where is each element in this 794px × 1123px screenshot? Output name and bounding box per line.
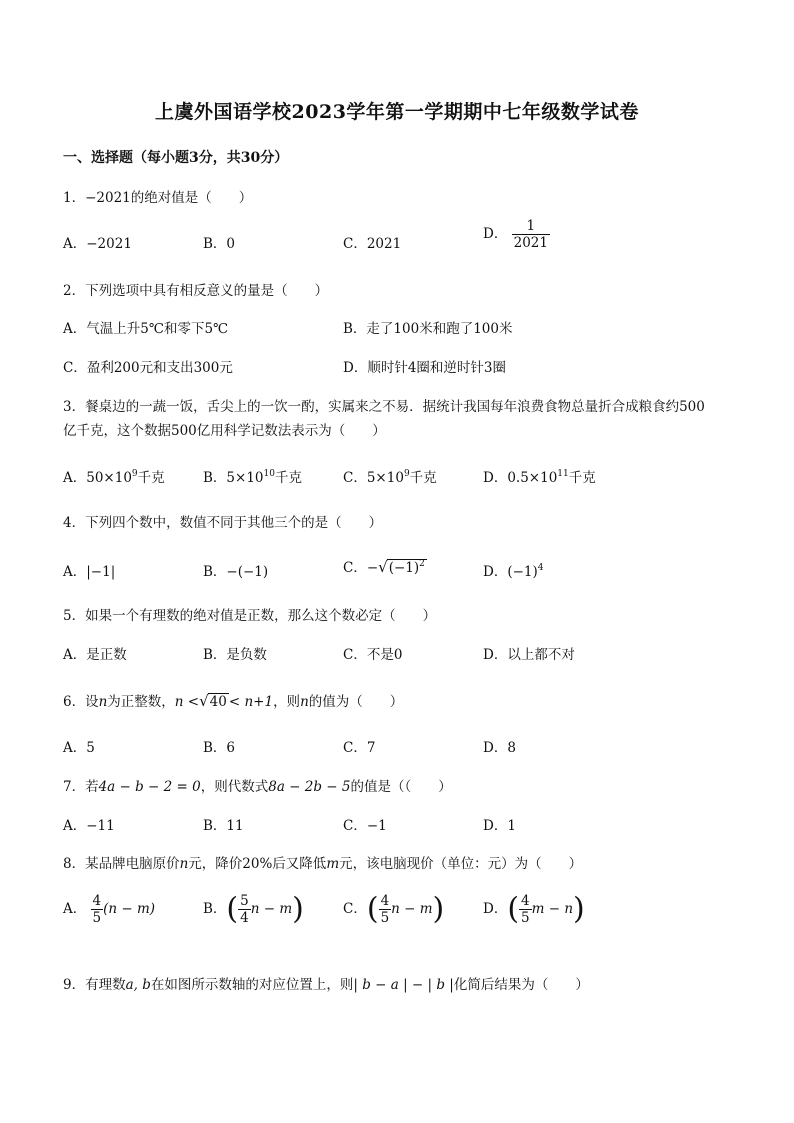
question-8-stem: [63, 852, 582, 872]
power-exponent: 4: [537, 563, 544, 573]
unit: 千克: [274, 470, 302, 486]
fraction: [91, 893, 104, 926]
q3-option-b: [203, 466, 302, 486]
question-5-stem: 5．如果一个有理数的绝对值是正数，那么这个数必定（ ）: [63, 608, 437, 624]
q7-option-a: A．−11: [63, 818, 115, 834]
q3-option-c: [343, 466, 437, 486]
option-label: C．: [343, 470, 367, 486]
variable-m: m: [326, 856, 340, 872]
q1-option-d-fraction: [512, 218, 550, 251]
option-label: B．: [203, 470, 227, 486]
q2-option-a: A．气温上升5℃和零下5℃: [63, 321, 229, 337]
power-base: (−1): [507, 564, 538, 580]
q2-option-b: B．走了100米和跑了100米: [343, 321, 513, 337]
left-paren: (: [226, 891, 239, 927]
radicand-exponent: 2: [419, 559, 425, 569]
q6-option-d: D．8: [483, 740, 516, 756]
q1-option-c: C．2021: [343, 236, 402, 252]
question-3-stem-line-2: 亿千克，这个数据500亿用科学记数法表示为（ ）: [63, 423, 386, 439]
stem-text: 元，降价20%后又降低: [188, 856, 327, 872]
equation: 4a − b − 2 = 0: [98, 779, 201, 795]
q4-option-c: [343, 556, 427, 576]
inequality-right: < n+1: [228, 694, 274, 710]
stem-text: 的值为（ ）: [308, 694, 404, 710]
q3-option-d: [483, 466, 596, 486]
sci-exponent: 11: [557, 469, 569, 479]
stem-text: 元，该电脑现价（单位：元）为（ ）: [339, 856, 583, 872]
fraction-numerator: 4: [380, 893, 390, 909]
sci-base: 50×10: [86, 470, 132, 486]
option-label: C．: [343, 901, 367, 918]
option-label: A．: [63, 470, 87, 486]
variable-n: n: [300, 694, 309, 710]
stem-text: 8．某品牌电脑原价: [63, 856, 180, 872]
option-label: D．: [483, 470, 508, 486]
unit: 千克: [137, 470, 165, 486]
fraction-denominator: 5: [380, 910, 390, 927]
question-3-stem-line-1: 3．餐桌边的一蔬一饭，舌尖上的一饮一酌，实属来之不易．据统计我国每年浪费食物总量折合成粮食约500: [63, 399, 705, 415]
fraction-numerator: 1: [526, 218, 536, 234]
radicand: 40: [209, 694, 227, 710]
section-heading-choice: 一、选择题（每小题3分，共30分）: [63, 150, 289, 166]
right-paren: ): [432, 891, 445, 927]
question-9-stem: [63, 973, 589, 993]
q4-option-a: A．|−1|: [63, 564, 116, 580]
q6-option-a: A．5: [63, 740, 95, 756]
fraction: [379, 893, 392, 926]
variable-n: n: [179, 856, 189, 872]
q5-option-b: B．是负数: [203, 647, 267, 663]
q2-option-c: C．盈利200元和支出300元: [63, 360, 233, 376]
right-paren: ): [573, 891, 585, 927]
fraction-numerator: 4: [92, 893, 102, 909]
q3-option-a: [63, 466, 165, 486]
minus-sign: −: [366, 560, 379, 576]
q5-option-c: C．不是0: [343, 647, 403, 663]
q7-option-d: D．1: [483, 818, 516, 834]
q7-option-b: B．11: [203, 818, 244, 834]
left-paren: (: [366, 891, 379, 927]
radicand: [387, 559, 427, 576]
left-paren: (: [507, 891, 520, 927]
question-1-stem: 1．−2021的绝对值是（ ）: [63, 190, 253, 206]
q7-option-c: C．−1: [343, 818, 387, 834]
fraction-denominator: 5: [521, 910, 530, 927]
sci-exponent: 9: [403, 469, 410, 479]
q4-option-d: [483, 560, 544, 580]
expression: | b − a | − | b |: [353, 977, 454, 993]
q1-option-a: A．−2021: [63, 236, 132, 252]
q6-option-c: C．7: [343, 740, 376, 756]
option-label: D．: [483, 901, 508, 918]
radical-sign: √: [199, 692, 209, 710]
q8-option-a: [63, 893, 155, 926]
unit: 千克: [409, 470, 437, 486]
q5-option-d: D．以上都不对: [483, 647, 575, 663]
page-title: 上虞外国语学校2023学年第一学期期中七年级数学试卷: [155, 101, 639, 123]
stem-text: 的值是（（ ）: [350, 779, 452, 795]
expression-tail: (n − m): [103, 901, 156, 918]
q4-option-b: B．−(−1): [203, 564, 269, 580]
q8-option-c: [343, 893, 444, 926]
q5-option-a: A．是正数: [63, 647, 127, 663]
sci-base: 0.5×10: [507, 470, 558, 486]
q8-option-d: [483, 893, 585, 926]
question-7-stem: [63, 775, 452, 795]
variable-n: n: [98, 694, 108, 710]
q1-option-d: [483, 218, 550, 251]
fraction-numerator: 4: [521, 893, 530, 909]
fraction: [519, 893, 532, 926]
radicand-base: (−1): [388, 560, 420, 576]
stem-text: 在如图所示数轴的对应位置上，则: [150, 977, 354, 993]
question-4-stem: 4．下列四个数中，数值不同于其他三个的是（ ）: [63, 515, 383, 531]
option-label: A．: [63, 901, 87, 918]
stem-text: 7．若: [63, 779, 99, 795]
unit: 千克: [568, 470, 596, 486]
stem-text: 6．设: [63, 694, 99, 710]
fraction-denominator: 2021: [513, 235, 548, 252]
stem-text: 化简后结果为（ ）: [453, 977, 589, 993]
fraction-numerator: 5: [240, 893, 249, 909]
question-6-stem: [63, 690, 403, 710]
expression: 8a − 2b − 5: [268, 779, 351, 795]
right-paren: ): [292, 891, 304, 927]
stem-text: 9．有理数: [63, 977, 126, 993]
sci-base: 5×10: [366, 470, 404, 486]
inequality-left: n <: [174, 694, 200, 710]
expression-tail: n − m: [250, 901, 293, 918]
fraction-denominator: 5: [92, 910, 102, 927]
variables: a, b: [125, 977, 151, 993]
question-2-stem: 2．下列选项中具有相反意义的量是（ ）: [63, 283, 329, 299]
option-label: D．: [483, 564, 508, 580]
sci-base: 5×10: [226, 470, 264, 486]
option-label: C．: [343, 560, 367, 576]
stem-text: ，则: [273, 694, 301, 710]
q1-option-b: B．0: [203, 236, 236, 252]
stem-text: 为正整数，: [107, 694, 175, 710]
radical-sign: √: [378, 558, 388, 576]
q1-option-d-label: D．: [483, 226, 508, 243]
expression-tail: m − n: [531, 901, 574, 918]
fraction: [238, 893, 251, 926]
sci-exponent: 10: [263, 469, 275, 479]
q6-option-b: B．6: [203, 740, 236, 756]
stem-text: ，则代数式: [200, 779, 269, 795]
option-label: B．: [203, 901, 227, 918]
sci-exponent: 9: [131, 469, 138, 479]
q2-option-d: D．顺时针4圈和逆时针3圈: [343, 360, 507, 376]
expression-tail: n − m: [391, 901, 433, 918]
fraction-denominator: 4: [240, 910, 249, 927]
q8-option-b: [203, 893, 304, 926]
